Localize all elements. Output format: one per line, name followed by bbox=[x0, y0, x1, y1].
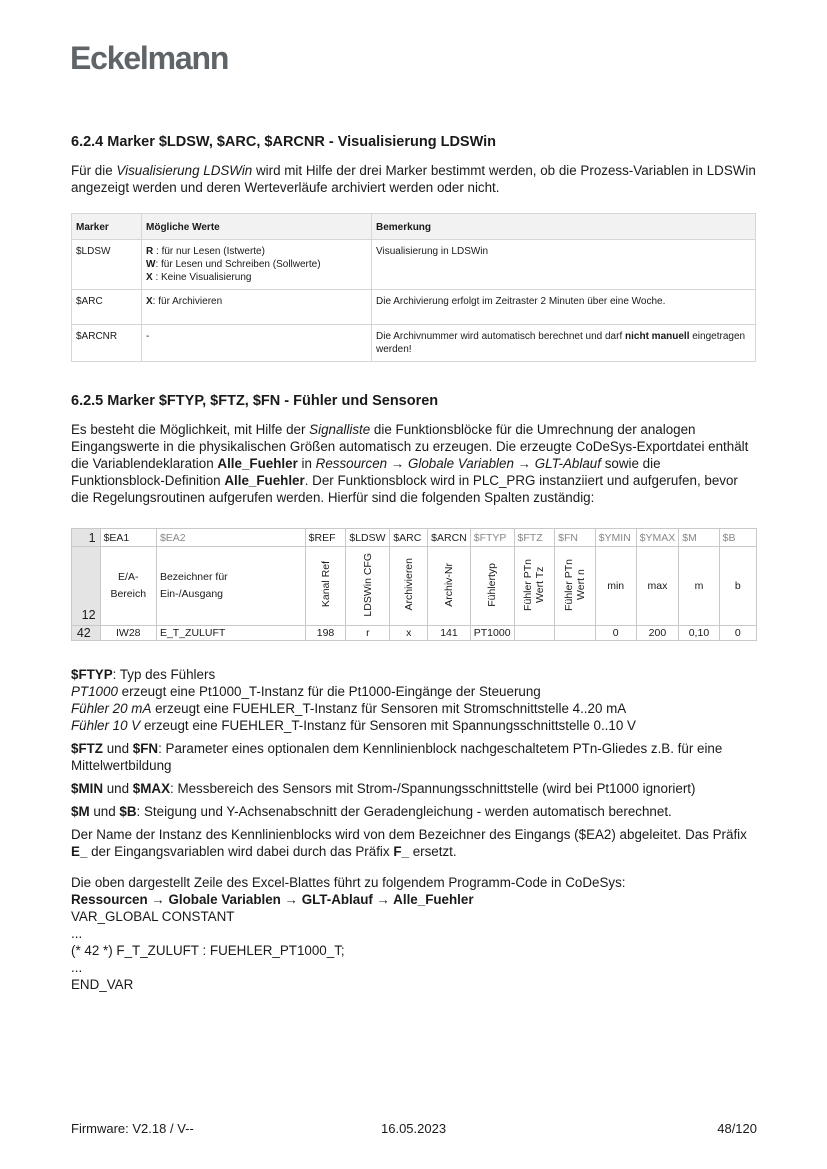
table-row bbox=[72, 325, 756, 362]
label-cell: E/A-Bereich bbox=[100, 547, 156, 626]
table-row bbox=[72, 290, 756, 325]
label-cell: Fühler PTn Wert Tz bbox=[514, 547, 555, 626]
ftyp-description: $FTYP: Typ des Fühlers bbox=[71, 667, 216, 682]
sheet-header-cell: $EA2 bbox=[156, 529, 305, 547]
sheet-header-cell: $ARCN bbox=[428, 529, 471, 547]
section1-intro: Für die Visualisierung LDSWin wird mit Hilfe der drei Marker bestimmt werden, ob die Prozess-Variablen in LDSWin angezeigt werden und deren Werteverläufe archiviert werden oder nicht. bbox=[71, 163, 756, 195]
code-intro: Die oben dargestellt Zeile des Excel-Blattes führt zu folgendem Programm-Code in CoDeSys: bbox=[71, 875, 626, 890]
min-max-description: $MIN und $MAX: Messbereich des Sensors mit Strom-/Spannungsschnittstelle (wird bei Pt1000 ignoriert) bbox=[71, 781, 696, 796]
sheet-header-cell: $ARC bbox=[390, 529, 428, 547]
sheet-header-cell: $LDSW bbox=[346, 529, 390, 547]
label-cell: Kanal Ref bbox=[305, 547, 346, 626]
eckelmann-logo: Eckelmann bbox=[70, 40, 229, 76]
marker-table bbox=[71, 213, 756, 362]
marker-table-header bbox=[72, 214, 756, 240]
footer-page-number: 48/120 bbox=[717, 1121, 757, 1136]
table-row bbox=[72, 240, 756, 290]
signal-list-excerpt bbox=[71, 528, 757, 641]
code-example bbox=[71, 874, 757, 993]
ftyp-line: Fühler 20 mA erzeugt eine FUEHLER_T-Instanz für Sensoren mit Stromschnittstelle 4..20 mA bbox=[71, 701, 627, 716]
data-cell: PT1000 bbox=[470, 626, 514, 641]
values-cell: X: für Archivieren bbox=[142, 290, 372, 325]
label-cell: m bbox=[679, 547, 719, 626]
footer-date: 16.05.2023 bbox=[381, 1121, 447, 1136]
label-cell: Archiv-Nr bbox=[428, 547, 471, 626]
sheet-header-cell: $EA1 bbox=[100, 529, 156, 547]
m-b-description: $M und $B: Steigung und Y-Achsenabschnitt der Geradengleichung - werden automatisch berechnet. bbox=[71, 804, 672, 819]
label-cell: LDSWin CFG bbox=[346, 547, 390, 626]
data-cell: 198 bbox=[305, 626, 346, 641]
row-number: 1 bbox=[72, 529, 101, 547]
code-line: (* 42 *) F_T_ZULUFT : FUEHLER_PT1000_T; bbox=[71, 943, 345, 958]
row-number: 42 bbox=[72, 626, 101, 641]
data-cell: 0 bbox=[595, 626, 636, 641]
data-cell bbox=[514, 626, 555, 641]
sheet-header-cell: $YMIN bbox=[595, 529, 636, 547]
header-remark: Bemerkung bbox=[372, 214, 756, 240]
marker-cell: $ARC bbox=[72, 290, 142, 325]
sheet-header-cell: $B bbox=[719, 529, 756, 547]
data-cell: E_T_ZULUFT bbox=[156, 626, 305, 641]
footer-firmware: Firmware: V2.18 / V-- bbox=[71, 1121, 194, 1136]
label-cell: Bezeichner für Ein-/Ausgang bbox=[156, 547, 305, 626]
column-descriptions bbox=[71, 666, 757, 860]
sheet-header-cell: $M bbox=[679, 529, 719, 547]
code-path: Ressourcen → Globale Variablen → GLT-Ablauf → Alle_Fuehler bbox=[71, 892, 474, 907]
code-line: ... bbox=[71, 926, 83, 941]
data-cell: 141 bbox=[428, 626, 471, 641]
instance-name-description: Der Name der Instanz des Kennlinienblocks wird von dem Bezeichner des Eingangs ($EA2) abgeleitet. Das Präfix E_ der Eingangsvariablen wird dabei durch das Präfix F_ ersetzt. bbox=[71, 827, 747, 859]
data-cell: 0,10 bbox=[679, 626, 719, 641]
remark-cell: Die Archivierung erfolgt im Zeitraster 2 Minuten über eine Woche. bbox=[372, 290, 756, 325]
code-line: VAR_GLOBAL CONSTANT bbox=[71, 909, 235, 924]
sheet-header-cell: $FN bbox=[555, 529, 596, 547]
header-marker: Marker bbox=[72, 214, 142, 240]
marker-cell: $LDSW bbox=[72, 240, 142, 290]
data-cell: x bbox=[390, 626, 428, 641]
label-cell: Fühlertyp bbox=[470, 547, 514, 626]
data-cell: 200 bbox=[636, 626, 679, 641]
sheet-header-cell: $FTZ bbox=[514, 529, 555, 547]
remark-cell: Visualisierung in LDSWin bbox=[372, 240, 756, 290]
code-line: ... bbox=[71, 960, 83, 975]
ftyp-line: PT1000 erzeugt eine Pt1000_T-Instanz für die Pt1000-Eingänge der Steuerung bbox=[71, 684, 541, 699]
page-content bbox=[71, 134, 757, 993]
label-cell: max bbox=[636, 547, 679, 626]
label-cell: b bbox=[719, 547, 756, 626]
data-cell bbox=[555, 626, 596, 641]
sheet-data-row bbox=[72, 626, 757, 641]
data-cell: 0 bbox=[719, 626, 756, 641]
label-cell: min bbox=[595, 547, 636, 626]
sheet-header-cell: $YMAX bbox=[636, 529, 679, 547]
data-cell: IW28 bbox=[100, 626, 156, 641]
values-cell: R : für nur Lesen (Istwerte) W: für Lesen und Schreiben (Sollwerte) X : Keine Visualisierung bbox=[142, 240, 372, 290]
values-cell: - bbox=[142, 325, 372, 362]
row-number: 12 bbox=[72, 547, 101, 626]
remark-cell: Die Archivnummer wird automatisch berechnet und darf nicht manuell eingetragen werden! bbox=[372, 325, 756, 362]
header-values: Mögliche Werte bbox=[142, 214, 372, 240]
code-line: END_VAR bbox=[71, 977, 134, 992]
sheet-label-row bbox=[72, 547, 757, 626]
data-cell: r bbox=[346, 626, 390, 641]
label-cell: Archivieren bbox=[390, 547, 428, 626]
ftz-fn-description: $FTZ und $FN: Parameter eines optionalen dem Kennlinienblock nachgeschaltetem PTn-Gliedes z.B. für eine Mittelwertbildung bbox=[71, 741, 723, 773]
sheet-header-cell: $FTYP bbox=[470, 529, 514, 547]
section-heading-6-2-5: 6.2.5 Marker $FTYP, $FTZ, $FN - Fühler und Sensoren bbox=[71, 393, 439, 409]
section2-intro: Es besteht die Möglichkeit, mit Hilfe der Signalliste die Funktionsblöcke für die Umrechnung der analogen Eingangswerte in die physikalischen Größen automatisch zu erzeugen. Die erzeugte CoDeSys-Exportdatei enthält die Variablendeklaration Alle_Fuehler in Ressourcen → Globale Variablen → GLT-Ablauf sowie die Funktionsblock-Definition Alle_Fuehler. Der Funktionsblock wird in PLC_PRG instanziiert und aufgerufen, bevor die Regelungsroutinen aufgerufen werden. Hierfür sind die folgenden Spalten zuständig: bbox=[71, 422, 749, 505]
sheet-header-row bbox=[72, 529, 757, 547]
marker-cell: $ARCNR bbox=[72, 325, 142, 362]
ftyp-line: Fühler 10 V erzeugt eine FUEHLER_T-Instanz für Sensoren mit Spannungsschnittstelle 0..10 V bbox=[71, 718, 636, 733]
sheet-header-cell: $REF bbox=[305, 529, 346, 547]
section-heading-6-2-4: 6.2.4 Marker $LDSW, $ARC, $ARCNR - Visualisierung LDSWin bbox=[71, 134, 497, 150]
label-cell: Fühler PTn Wert n bbox=[555, 547, 596, 626]
